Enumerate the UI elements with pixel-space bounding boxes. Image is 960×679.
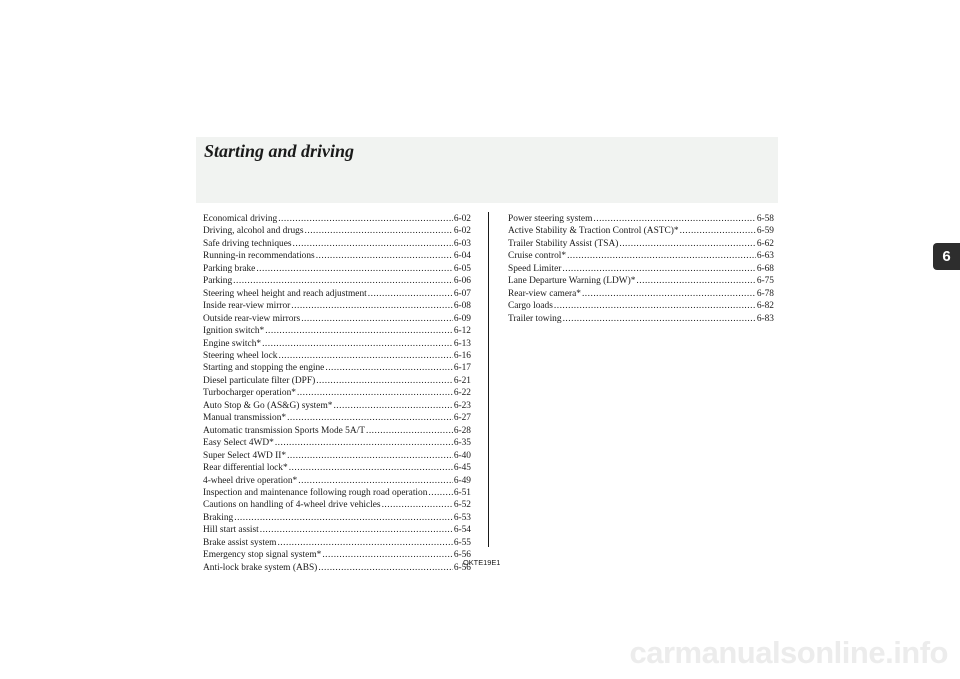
toc-leader-dots [593,213,755,225]
toc-leader-dots [333,400,452,412]
toc-entry-title: Hill start assist [203,525,259,536]
toc-entry-page: 6-75 [756,276,774,287]
toc-entry[interactable] [203,475,471,487]
toc-leader-dots [234,512,453,524]
toc-entry[interactable] [508,225,774,237]
toc-leader-dots [301,313,453,325]
toc-leader-dots [554,300,756,312]
toc-entry[interactable] [203,275,471,287]
chapter-title: Starting and driving [204,141,355,161]
toc-entry-page: 6-63 [756,251,774,262]
toc-entry[interactable] [508,213,774,225]
toc-entry-page: 6-22 [453,388,471,399]
toc-entry-page: 6-13 [453,338,471,349]
toc-leader-dots [563,313,756,325]
toc-leader-dots [368,288,453,300]
toc-leader-dots [262,338,453,350]
toc-entry-page: 6-62 [756,238,774,249]
toc-entry-title: Cargo loads [508,301,553,312]
toc-entry-page: 6-12 [453,326,471,337]
toc-entry[interactable] [203,250,471,262]
toc-entry[interactable] [203,512,471,524]
toc-entry[interactable] [203,362,471,374]
toc-leader-dots [316,250,453,262]
toc-entry-title: Steering wheel lock [203,350,278,361]
toc-entry-page: 6-05 [453,263,471,274]
toc-entry-page: 6-35 [453,438,471,449]
toc-leader-dots [680,225,756,237]
column-divider [488,212,489,547]
toc-entry-title: Auto Stop & Go (AS&G) system* [203,400,333,411]
toc-leader-dots [619,238,755,250]
toc-entry[interactable] [203,537,471,549]
toc-entry[interactable] [203,412,471,424]
toc-leader-dots [289,462,453,474]
toc-entry-page: 6-52 [453,500,471,511]
toc-leader-dots [316,375,453,387]
toc-entry-title: Anti-lock brake system (ABS) [203,562,318,573]
toc-entry-page: 6-03 [453,238,471,249]
toc-entry[interactable] [203,425,471,437]
toc-entry-title: Parking brake [203,263,256,274]
toc-column-left [203,213,471,574]
toc-leader-dots [291,300,453,312]
toc-entry[interactable] [203,437,471,449]
toc-entry-title: Safe driving techniques [203,238,292,249]
toc-entry-page: 6-59 [756,226,774,237]
toc-leader-dots [278,350,452,362]
toc-entry[interactable] [203,238,471,250]
toc-leader-dots [233,275,453,287]
toc-leader-dots [318,562,453,574]
toc-entry[interactable] [508,238,774,250]
toc-entry-page: 6-55 [453,537,471,548]
toc-entry-title: Emergency stop signal system* [203,550,322,561]
toc-entry[interactable] [203,400,471,412]
toc-leader-dots [366,425,453,437]
toc-entry-page: 6-45 [453,463,471,474]
toc-entry-page: 6-07 [453,288,471,299]
toc-leader-dots [562,263,755,275]
toc-entry-page: 6-49 [453,475,471,486]
toc-entry[interactable] [203,338,471,350]
toc-entry-page: 6-28 [453,425,471,436]
toc-leader-dots [297,387,453,399]
toc-entry-title: Turbocharger operation* [203,388,296,399]
toc-entry[interactable] [203,462,471,474]
toc-leader-dots [260,524,453,536]
toc-entry-page: 6-68 [756,263,774,274]
toc-leader-dots [278,213,453,225]
toc-leader-dots [428,487,452,499]
toc-entry-title: Active Stability & Traction Control (ASTC)* [508,226,679,237]
toc-entry-page: 6-08 [453,301,471,312]
toc-leader-dots [582,288,756,300]
toc-entry-page: 6-23 [453,400,471,411]
toc-entry[interactable] [508,250,774,262]
toc-entry-title: Cautions on handling of 4-wheel drive vehicles [203,500,381,511]
toc-entry[interactable] [203,313,471,325]
toc-leader-dots [256,263,452,275]
toc-entry-title: Inspection and maintenance following rough road operation [203,487,428,498]
toc-entry[interactable] [508,300,774,312]
toc-entry-title: Ignition switch* [203,326,265,337]
toc-entry[interactable] [203,288,471,300]
toc-entry-page: 6-40 [453,450,471,461]
document-code: OKTE19E1 [463,558,501,567]
toc-entry[interactable] [203,225,471,237]
toc-entry[interactable] [203,499,471,511]
toc-entry[interactable] [508,288,774,300]
toc-entry[interactable] [203,450,471,462]
toc-entry-title: Diesel particulate filter (DPF) [203,375,316,386]
toc-entry-title: Steering wheel height and reach adjustment [203,288,367,299]
toc-leader-dots [322,549,453,561]
toc-entry-title: Automatic transmission Sports Mode 5A/T [203,425,365,436]
toc-entry-title: Speed Limiter [508,263,562,274]
toc-leader-dots [382,499,453,511]
toc-entry-page: 6-06 [453,276,471,287]
toc-entry-page: 6-02 [453,226,471,237]
toc-entry-title: Trailer Stability Assist (TSA) [508,238,619,249]
toc-entry-title: Driving, alcohol and drugs [203,226,304,237]
toc-entry[interactable] [203,350,471,362]
toc-entry[interactable] [508,313,774,325]
toc-entry-title: Rear-view camera* [508,288,581,299]
toc-leader-dots [305,225,453,237]
toc-entry[interactable] [203,549,471,561]
toc-column-right [508,213,774,325]
toc-leader-dots [636,275,755,287]
toc-leader-dots [265,325,453,337]
toc-entry[interactable] [203,325,471,337]
toc-entry-page: 6-53 [453,512,471,523]
toc-leader-dots [275,437,453,449]
toc-entry-page: 6-02 [453,214,471,224]
toc-entry-page: 6-82 [756,301,774,312]
toc-leader-dots [567,250,756,262]
toc-entry[interactable] [203,562,471,574]
toc-entry-title: Super Select 4WD II* [203,450,287,461]
toc-entry[interactable] [203,375,471,387]
toc-entry[interactable] [203,487,471,499]
toc-entry-page: 6-56 [453,562,471,573]
toc-entry-title: Outside rear-view mirrors [203,313,301,324]
toc-entry-page: 6-27 [453,413,471,424]
toc-entry-title: Easy Select 4WD* [203,438,274,449]
toc-entry-title: Rear differential lock* [203,463,288,474]
chapter-tab[interactable] [933,243,960,270]
toc-entry-page: 6-78 [756,288,774,299]
toc-entry[interactable] [508,275,774,287]
toc-entry[interactable] [203,387,471,399]
toc-entry-title: Economical driving [203,214,278,224]
toc-entry[interactable] [203,300,471,312]
toc-entry-title: Braking [203,512,234,523]
toc-entry-page: 6-16 [453,350,471,361]
toc-entry-page: 6-04 [453,251,471,262]
toc-entry-page: 6-51 [453,487,471,498]
toc-entry-page: 6-54 [453,525,471,536]
toc-entry-title: Trailer towing [508,313,562,324]
toc-entry-page: 6-17 [453,363,471,374]
watermark-logo: carmanualsonline.info [629,635,948,670]
chapter-tab-number: 6 [942,248,951,265]
toc-entry-title: Brake assist system [203,537,277,548]
toc-leader-dots [325,362,452,374]
toc-entry[interactable] [203,213,471,225]
toc-leader-dots [298,475,453,487]
toc-entry-title: Starting and stopping the engine [203,363,325,374]
toc-entry-title: Cruise control* [508,251,567,262]
toc-entry-title: Running-in recommendations [203,251,315,262]
chapter-header-band [196,137,778,203]
toc-entry-page: 6-83 [756,313,774,324]
toc-entry-title: Engine switch* [203,338,262,349]
toc-entry-page: 6-21 [453,375,471,386]
toc-leader-dots [293,238,453,250]
toc-entry-title: Manual transmission* [203,413,287,424]
toc-entry-title: Lane Departure Warning (LDW)* [508,276,636,287]
toc-entry-title: 4-wheel drive operation* [203,475,298,486]
toc-entry-title: Inside rear-view mirror [203,301,291,312]
toc-entry-page: 6-09 [453,313,471,324]
toc-entry-page: 6-58 [756,214,774,224]
toc-entry[interactable] [203,524,471,536]
toc-entry-title: Parking [203,276,233,287]
toc-entry-title: Power steering system [508,214,593,224]
toc-leader-dots [287,450,453,462]
toc-entry[interactable] [508,263,774,275]
toc-leader-dots [277,537,452,549]
toc-entry[interactable] [203,263,471,275]
toc-entry-page: 6-56 [453,550,471,561]
toc-leader-dots [287,412,453,424]
